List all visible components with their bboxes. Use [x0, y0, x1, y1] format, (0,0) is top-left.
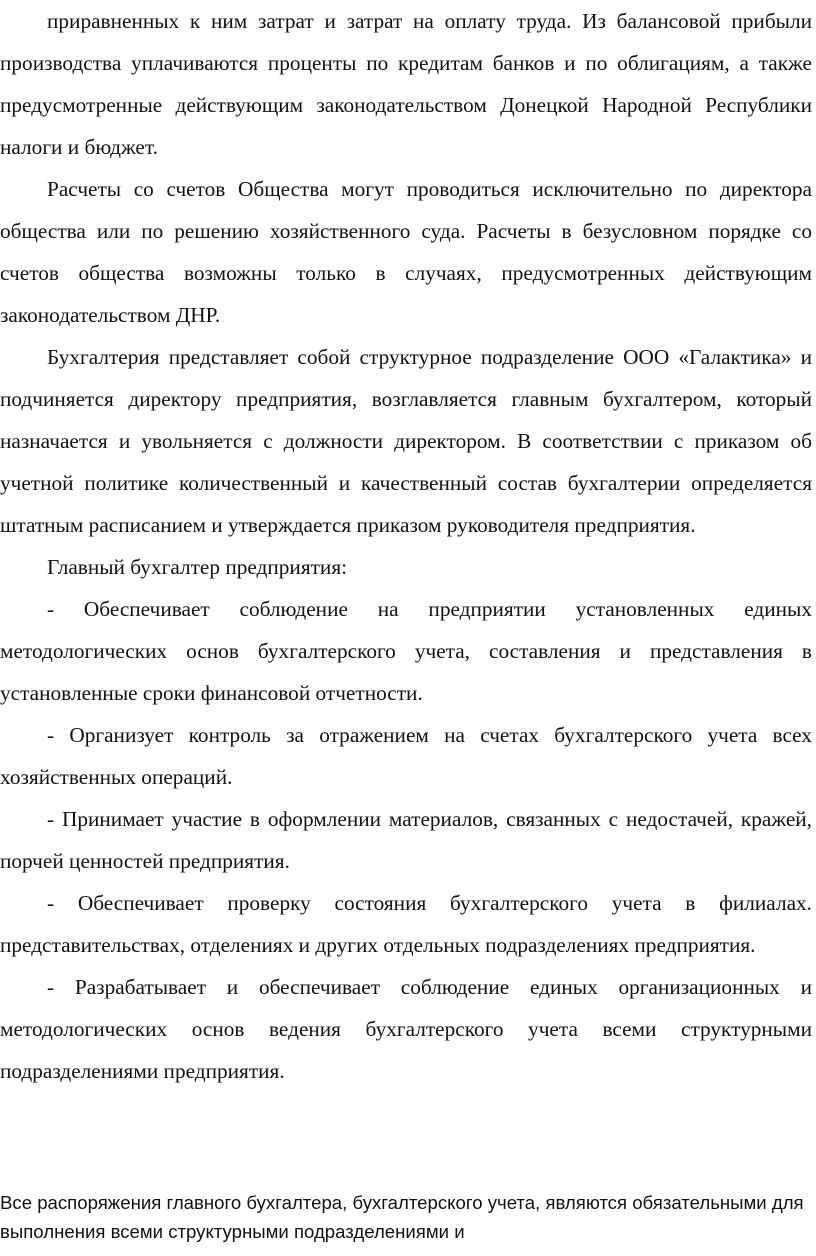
paragraph-continuation: приравненных к ним затрат и затрат на оплату труда. Из балансовой прибыли производства уплачиваются проценты по кредитам банков и по облигациям, а также предусмотренные действующим законодательством Донецкой Народной Республики налоги и бюджет.: [0, 9, 812, 159]
list-item-duty-3: - Принимает участие в оформлении материалов, связанных с недостачей, кражей, порчей ценностей предприятия.: [0, 807, 812, 873]
paragraph-accounting-department: Бухгалтерия представляет собой структурное подразделение ООО «Галактика» и подчиняется директору предприятия, возглавляется главным бухгалтером, который назначается и увольняется с должности директором. В соответствии с приказом об учетной политике количественный и качественный состав бухгалтерии определяется штатным расписанием и утверждается приказом руководителя предприятия.: [0, 345, 812, 537]
paragraph-settlements: Расчеты со счетов Общества могут проводиться исключительно по директора общества или по решению хозяйственного суда. Расчеты в безусловном порядке со счетов общества возможны только в случаях, предусмотренных действующим законодательством ДНР.: [0, 177, 812, 327]
paragraph-chief-accountant-heading: Главный бухгалтер предприятия:: [47, 555, 348, 579]
list-item-duty-4: - Обеспечивает проверку состояния бухгалтерского учета в филиалах. представительствах, отделениях и других отдельных подразделениях предприятия.: [0, 891, 812, 957]
list-item-duty-2: - Организует контроль за отражением на счетах бухгалтерского учета всех хозяйственных операций.: [0, 723, 812, 789]
closing-text-block: [0, 1188, 812, 1246]
list-item-duty-5: - Разрабатывает и обеспечивает соблюдение единых организационных и методологических основ ведения бухгалтерского учета всеми структурными подразделениями предприятия.: [0, 975, 812, 1083]
list-item-duty-1: - Обеспечивает соблюдение на предприятии установленных единых методологических основ бухгалтерского учета, составления и представления в установленные сроки финансовой отчетности.: [0, 597, 812, 705]
paragraph-closing: Все распоряжения главного бухгалтера, бухгалтерского учета, являются обязательными для выполнения всеми структурными подразделениями и: [0, 1192, 804, 1242]
